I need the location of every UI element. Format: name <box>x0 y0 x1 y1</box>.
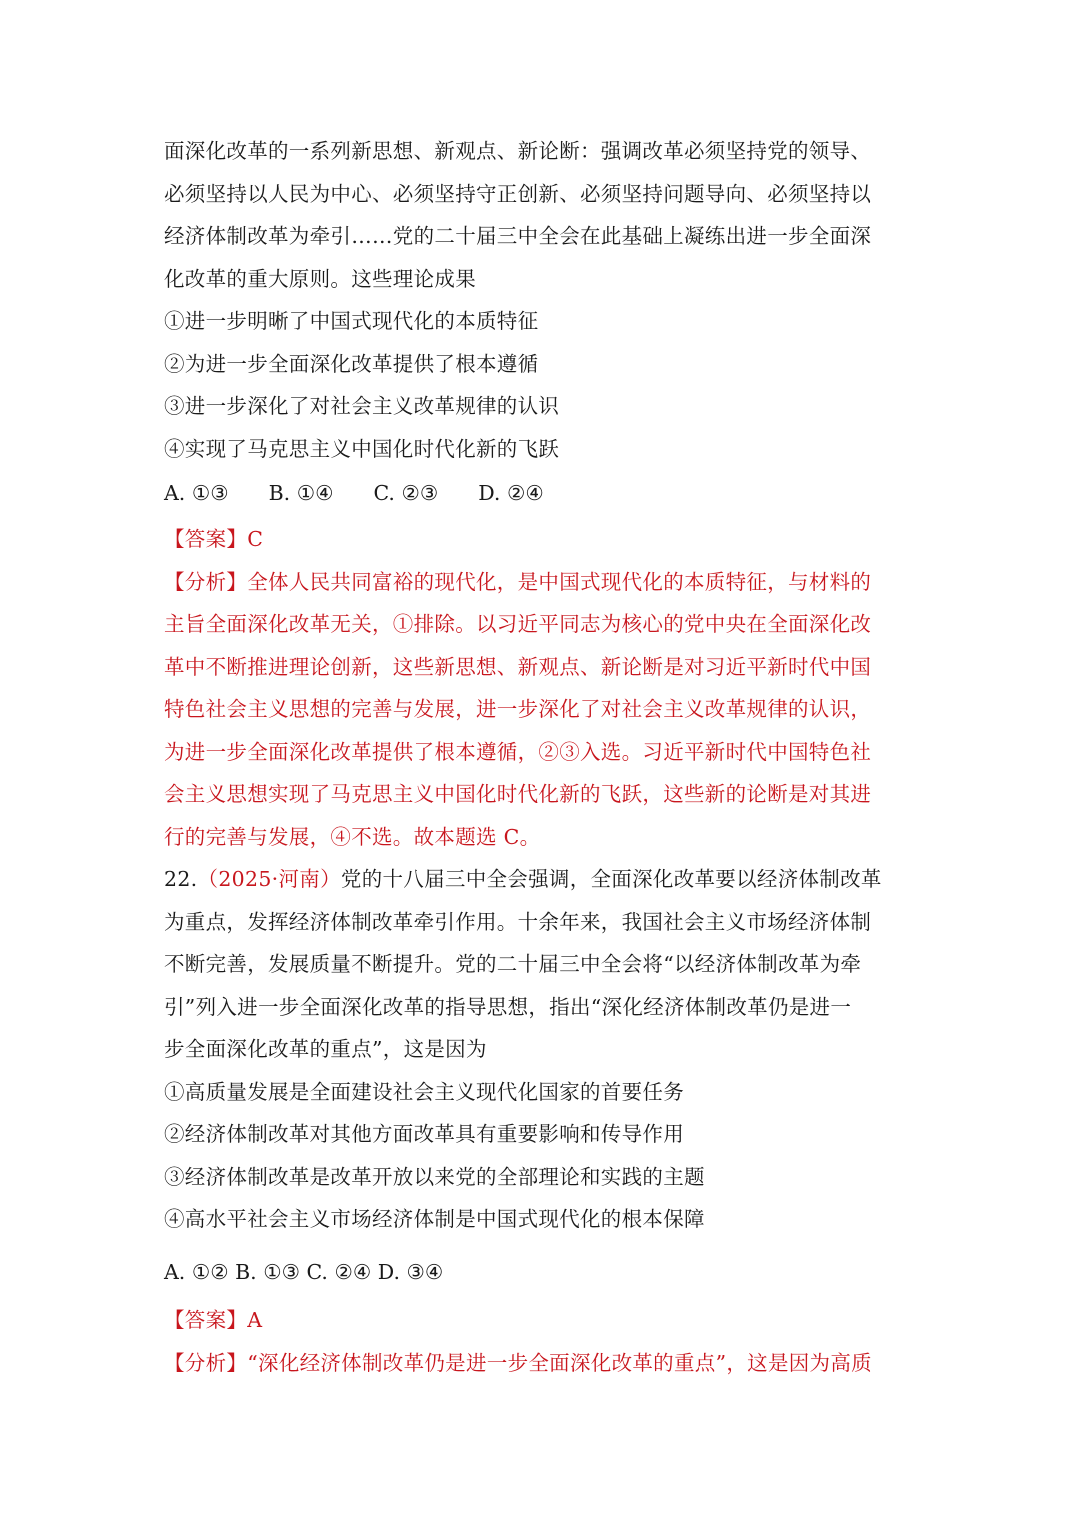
q21-analysis-line: 为进一步全面深化改革提供了根本遵循，②③入选。习近平新时代中国特色社 <box>164 739 872 764</box>
q22-option-4: ④高水平社会主义市场经济体制是中国式现代化的根本保障 <box>164 1207 705 1231</box>
q21-analysis-line: 行的完善与发展，④不选。故本题选 C。 <box>164 824 541 849</box>
question-number: 22. <box>164 867 198 891</box>
q22-stem-line: 步全面深化改革的重点”，这是因为 <box>164 1037 487 1061</box>
q21-analysis-line: 革中不断推进理论创新，这些新思想、新观点、新论断是对习近平新时代中国 <box>164 654 872 679</box>
q21-option-1: ①进一步明晰了中国式现代化的本质特征 <box>164 309 539 333</box>
q21-answer <box>164 518 924 561</box>
q21-option-3: ③进一步深化了对社会主义改革规律的认识 <box>164 394 560 418</box>
q21-option-4: ④实现了马克思主义中国化时代化新的飞跃 <box>164 436 560 461</box>
q21-options <box>164 300 924 470</box>
answer-tag: 【答案】 <box>164 527 248 551</box>
analysis-text: “深化经济体制改革仍是进一步全面深化改革的重点”，这是因为高质 <box>247 1350 872 1375</box>
analysis-tag: 【分析】 <box>164 569 248 594</box>
q21-choice-b: B. ①④ <box>268 481 334 505</box>
q22-option-3: ③经济体制改革是改革开放以来党的全部理论和实践的主题 <box>164 1164 705 1189</box>
q21-analysis-line <box>164 561 924 604</box>
q21-stem-line: 面深化改革的一系列新思想、新观点、新论断：强调改革必须坚持党的领导、 <box>164 139 872 163</box>
answer-value: A <box>247 1308 263 1332</box>
question-source: （2025·河南） <box>197 867 341 891</box>
q21-stem-line: 化改革的重大原则。这些理论成果 <box>164 266 476 291</box>
q21-stem <box>164 130 924 300</box>
q22-answer <box>164 1299 924 1342</box>
q21-choice-d: D. ②④ <box>478 481 544 505</box>
stem-text: 党的十八届三中全会强调，全面深化改革要以经济体制改革 <box>340 867 882 891</box>
analysis-text: 全体人民共同富裕的现代化，是中国式现代化的本质特征，与材料的 <box>247 569 872 594</box>
q21-analysis <box>164 561 924 859</box>
q21-choice-c: C. ②③ <box>373 481 439 505</box>
q22-stem <box>164 858 924 1071</box>
q22-option-2: ②经济体制改革对其他方面改革具有重要影响和传导作用 <box>164 1122 684 1146</box>
q21-option-2: ②为进一步全面深化改革提供了根本遵循 <box>164 351 539 376</box>
q22-option-1: ①高质量发展是全面建设社会主义现代化国家的首要任务 <box>164 1079 684 1104</box>
q22-analysis-line <box>164 1342 924 1385</box>
analysis-tag: 【分析】 <box>164 1350 248 1375</box>
q22-analysis <box>164 1342 924 1385</box>
answer-value: C <box>247 527 264 551</box>
q22-options <box>164 1071 924 1241</box>
q21-analysis-line: 主旨全面深化改革无关，①排除。以习近平同志为核心的党中央在全面深化改 <box>164 612 872 636</box>
q22-choices: A. ①② B. ①③ C. ②④ D. ③④ <box>164 1259 444 1284</box>
q22-stem-line: 为重点，发挥经济体制改革牵引作用。十余年来，我国社会主义市场经济体制 <box>164 909 872 934</box>
q21-analysis-line: 会主义思想实现了马克思主义中国化时代化新的飞跃，这些新的论断是对其进 <box>164 782 872 806</box>
answer-tag: 【答案】 <box>164 1308 248 1332</box>
q21-choices <box>164 472 924 518</box>
q22-stem-line: 不断完善，发展质量不断提升。党的二十届三中全会将“以经济体制改革为牵 <box>164 952 862 976</box>
document-page <box>164 130 924 1384</box>
q22-stem-line: 引”列入进一步全面深化改革的指导思想，指出“深化经济体制改革仍是进一 <box>164 994 852 1019</box>
q22-stem-line <box>164 858 924 901</box>
q21-stem-line: 必须坚持以人民为中心、必须坚持守正创新、必须坚持问题导向、必须坚持以 <box>164 181 872 206</box>
q21-analysis-line: 特色社会主义思想的完善与发展，进一步深化了对社会主义改革规律的认识， <box>164 697 872 721</box>
q21-stem-line: 经济体制改革为牵引……党的二十届三中全会在此基础上凝练出进一步全面深 <box>164 224 872 248</box>
q21-choice-a: A. ①③ <box>164 481 229 505</box>
